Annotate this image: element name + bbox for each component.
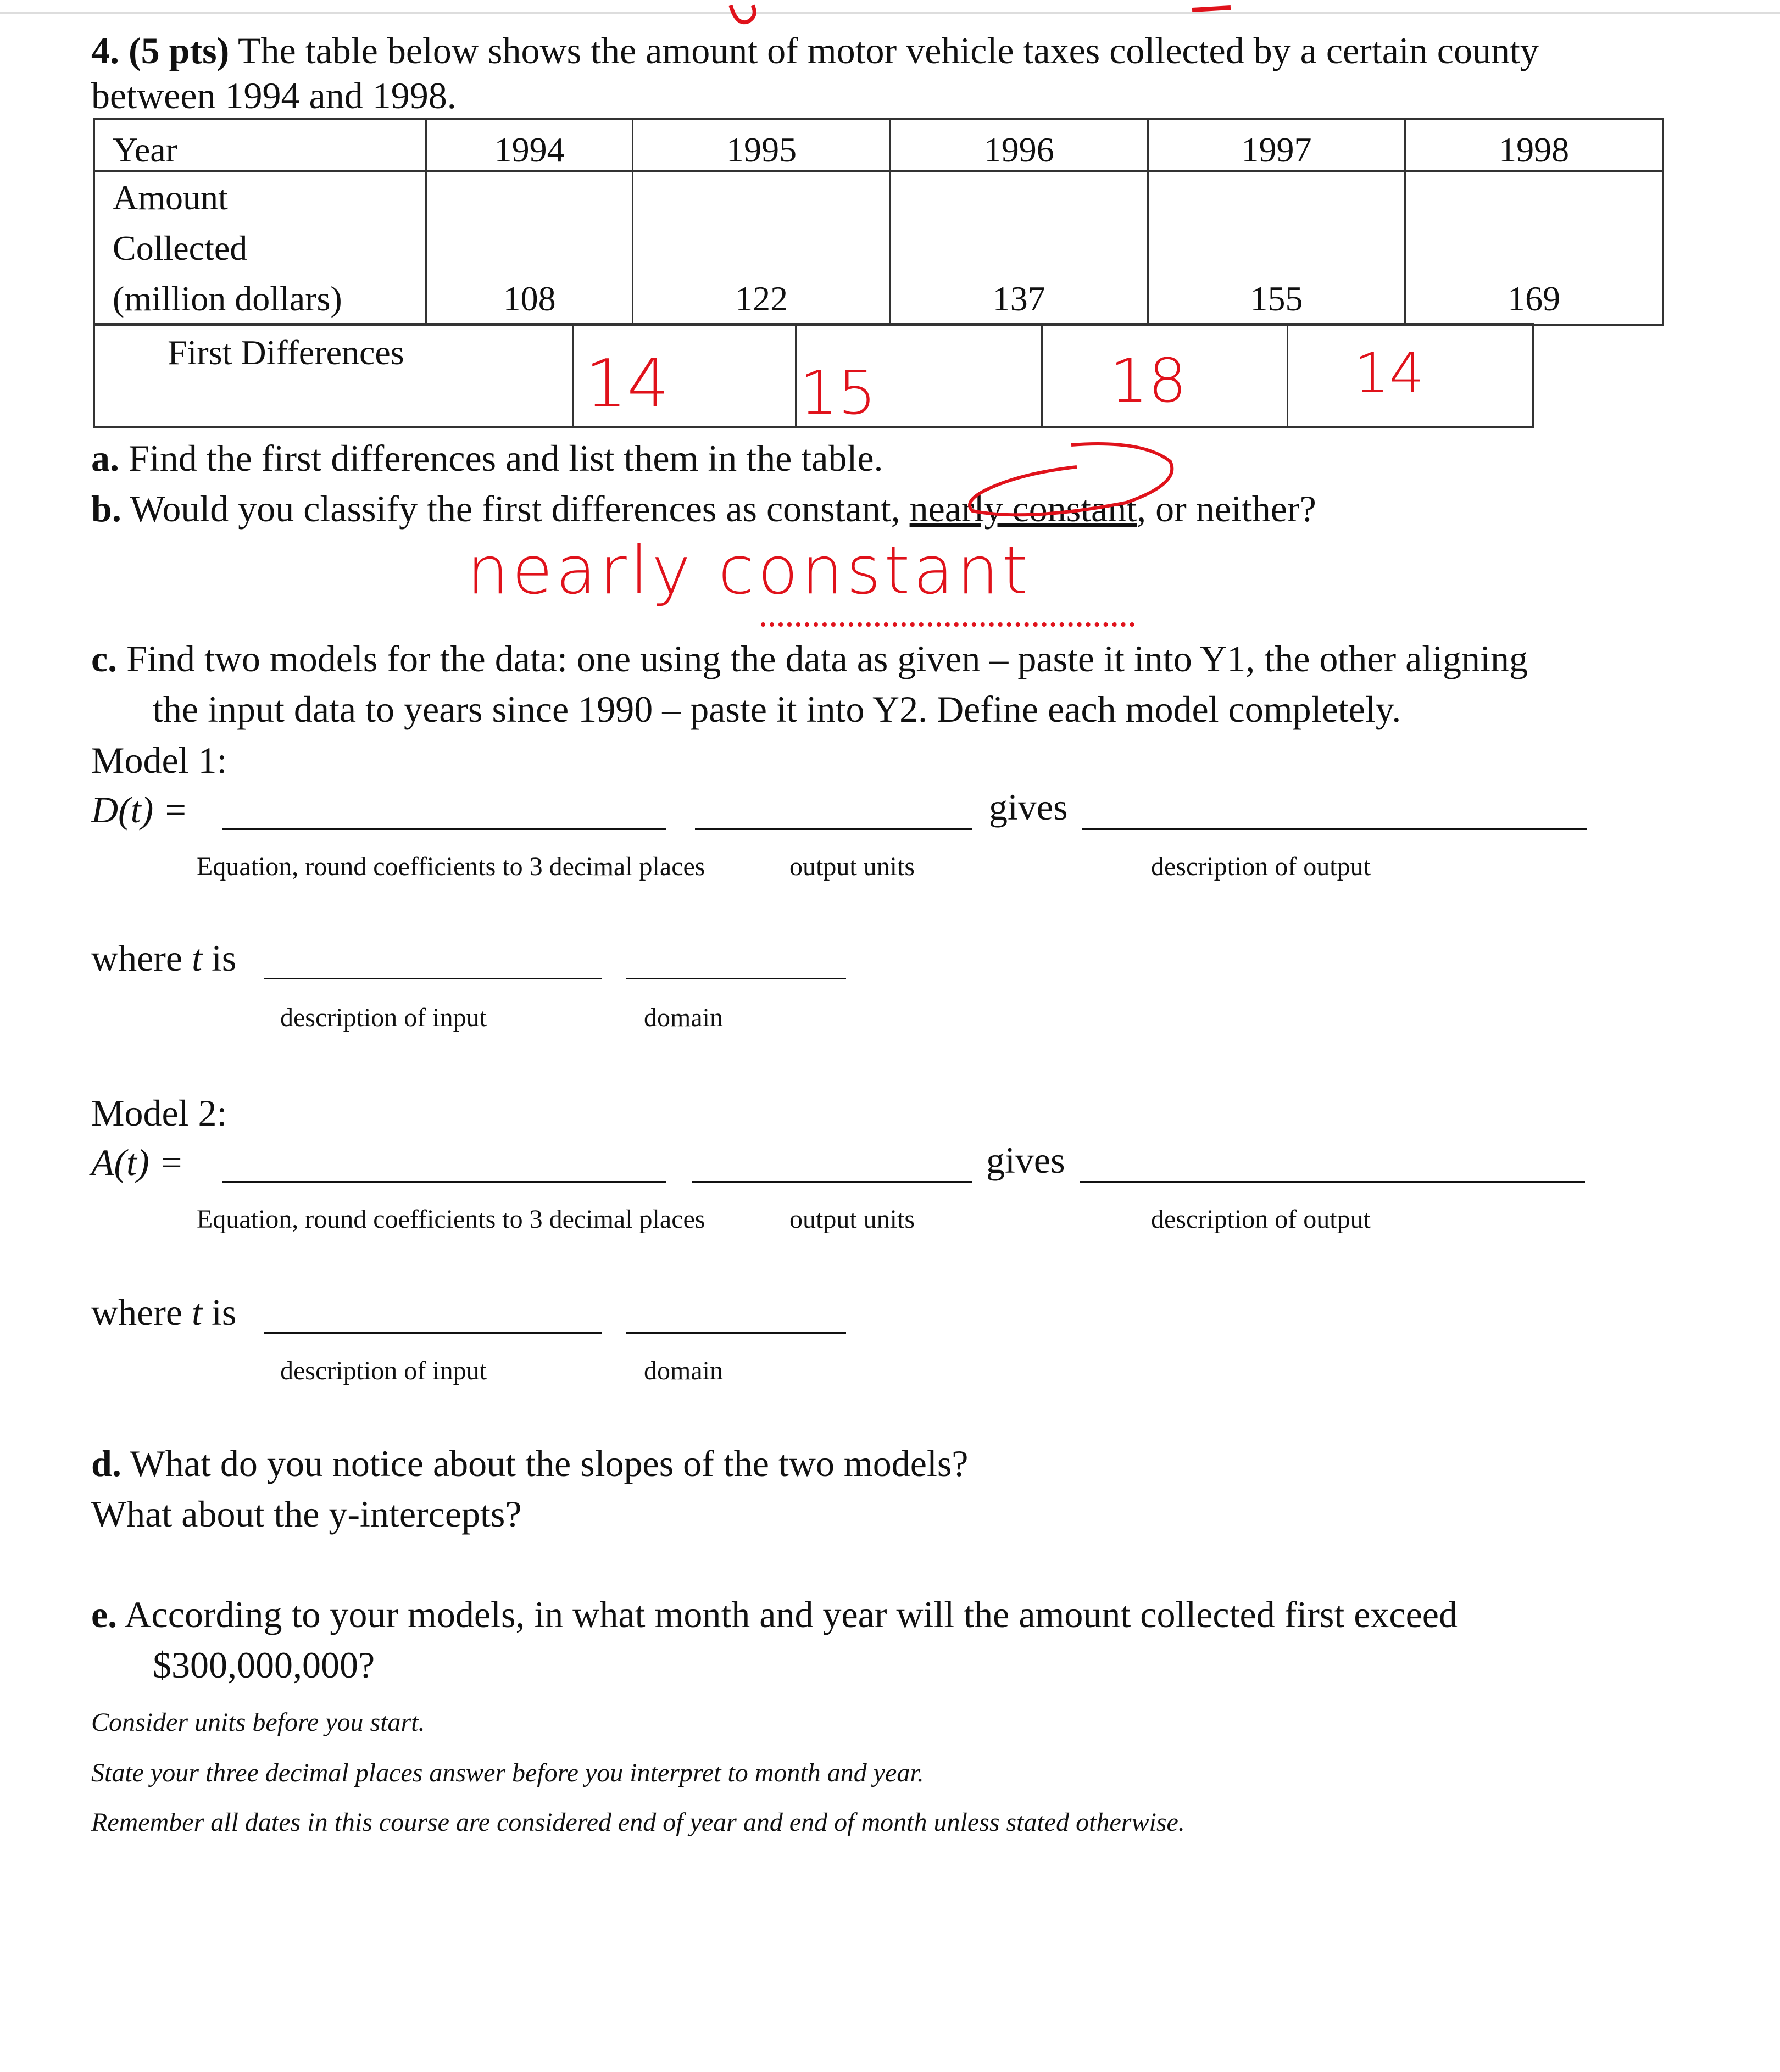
where-word: where xyxy=(91,1291,183,1333)
where-word: where xyxy=(91,937,183,979)
model-1-gives: gives xyxy=(989,786,1068,828)
red-scribble-marks xyxy=(714,0,1264,33)
year-cell: 1998 xyxy=(1405,119,1663,171)
question-number: 4. xyxy=(91,30,119,71)
handwritten-diff: 18 xyxy=(1110,346,1187,416)
model-2-function: A(t) = xyxy=(91,1141,184,1183)
amount-label-line: Collected xyxy=(113,229,248,268)
amount-label-line: (million dollars) xyxy=(113,279,342,318)
year-header: Year xyxy=(94,119,426,171)
amount-row xyxy=(94,171,1663,325)
caption-input-description: description of input xyxy=(280,1003,487,1032)
model-2-where xyxy=(91,1288,236,1336)
part-b-text-end: , or neither? xyxy=(1137,488,1316,530)
caption-input-description: description of input xyxy=(280,1356,487,1385)
part-c-text: Find two models for the data: one using the data as given – paste it into Y1, the other aligning xyxy=(117,638,1528,679)
part-b-text: Would you classify the first differences as constant, xyxy=(121,488,910,530)
model-2-equation-blank[interactable] xyxy=(222,1181,666,1183)
amount-label-line: Amount xyxy=(113,178,228,217)
question-line-1 xyxy=(91,26,1539,75)
model-1-domain-blank[interactable] xyxy=(626,978,846,979)
amount-cell: 137 xyxy=(890,171,1148,325)
part-e-line-1 xyxy=(91,1590,1458,1639)
part-d-line-2: What about the y-intercepts? xyxy=(91,1493,522,1535)
red-circle-mark xyxy=(961,434,1192,533)
model-1-output-units-blank[interactable] xyxy=(695,828,972,830)
part-c-letter: c. xyxy=(91,638,118,679)
question-line-2: between 1994 and 1998. xyxy=(91,75,457,116)
part-a-text: Find the first differences and list them in the table. xyxy=(119,437,883,479)
part-d-line-1 xyxy=(91,1439,968,1488)
model-2-input-description-blank[interactable] xyxy=(264,1332,602,1334)
part-e-text: According to your models, in what month and year will the amount collected first exceed xyxy=(117,1594,1458,1635)
year-cell: 1997 xyxy=(1148,119,1405,171)
model-1-label: Model 1: xyxy=(91,739,227,781)
part-e-note: Remember all dates in this course are considered end of year and end of month unless stated otherwise. xyxy=(91,1808,1185,1837)
part-d-text: What do you notice about the slopes of the two models? xyxy=(121,1442,969,1484)
year-cell: 1994 xyxy=(426,119,632,171)
part-e-line-2: $300,000,000? xyxy=(153,1644,375,1686)
handwritten-diff: 14 xyxy=(585,346,669,422)
part-c-line-2: the input data to years since 1990 – paste it into Y2. Define each model completely. xyxy=(153,688,1401,730)
question-points: (5 pts) xyxy=(129,30,230,71)
model-1-where xyxy=(91,934,236,982)
part-e-note: Consider units before you start. xyxy=(91,1708,425,1737)
caption-equation: Equation, round coefficients to 3 decimal places xyxy=(197,1205,705,1234)
caption-equation: Equation, round coefficients to 3 decimal places xyxy=(197,852,705,881)
year-cell: 1996 xyxy=(890,119,1148,171)
amount-cell: 155 xyxy=(1148,171,1405,325)
variable-t: t xyxy=(192,1291,203,1333)
part-b-circled-option: nearly constant xyxy=(909,488,1137,530)
first-differences-label: First Differences xyxy=(94,324,574,427)
model-1-input-description-blank[interactable] xyxy=(264,978,602,979)
model-1-function: D(t) = xyxy=(91,789,188,831)
amount-cell: 108 xyxy=(426,171,632,325)
handwritten-answer-b: nearly constant xyxy=(467,533,1031,609)
part-c-line-1 xyxy=(91,634,1528,683)
model-1-equation-blank[interactable] xyxy=(222,828,666,830)
caption-domain: domain xyxy=(644,1356,723,1385)
part-b-letter: b. xyxy=(91,488,121,530)
data-table xyxy=(93,118,1664,326)
amount-cell: 169 xyxy=(1405,171,1663,325)
caption-domain: domain xyxy=(644,1003,723,1032)
model-2-domain-blank[interactable] xyxy=(626,1332,846,1334)
part-e-letter: e. xyxy=(91,1594,118,1635)
red-dotted-line xyxy=(761,622,1134,627)
model-2-gives: gives xyxy=(986,1139,1065,1181)
caption-output-description: description of output xyxy=(1151,852,1371,881)
model-2-output-units-blank[interactable] xyxy=(692,1181,972,1183)
variable-t: t xyxy=(192,937,203,979)
handwritten-diff: 14 xyxy=(1354,341,1425,405)
part-e-note: State your three decimal places answer before you interpret to month and year. xyxy=(91,1758,924,1787)
question-intro: The table below shows the amount of motor vehicle taxes collected by a certain county xyxy=(229,30,1539,71)
caption-output-description: description of output xyxy=(1151,1205,1371,1234)
model-1-output-description-blank[interactable] xyxy=(1082,828,1587,830)
year-cell: 1995 xyxy=(633,119,891,171)
amount-label xyxy=(94,171,426,325)
is-word: is xyxy=(212,1291,237,1333)
caption-output-units: output units xyxy=(789,1205,915,1234)
part-d-letter: d. xyxy=(91,1442,121,1484)
model-2-label: Model 2: xyxy=(91,1092,227,1134)
handwritten-diff: 15 xyxy=(799,358,876,428)
year-row xyxy=(94,119,1663,171)
model-2-output-description-blank[interactable] xyxy=(1080,1181,1585,1183)
amount-cell: 122 xyxy=(633,171,891,325)
part-a-letter: a. xyxy=(91,437,119,479)
part-a xyxy=(91,434,883,482)
is-word: is xyxy=(212,937,237,979)
caption-output-units: output units xyxy=(789,852,915,881)
